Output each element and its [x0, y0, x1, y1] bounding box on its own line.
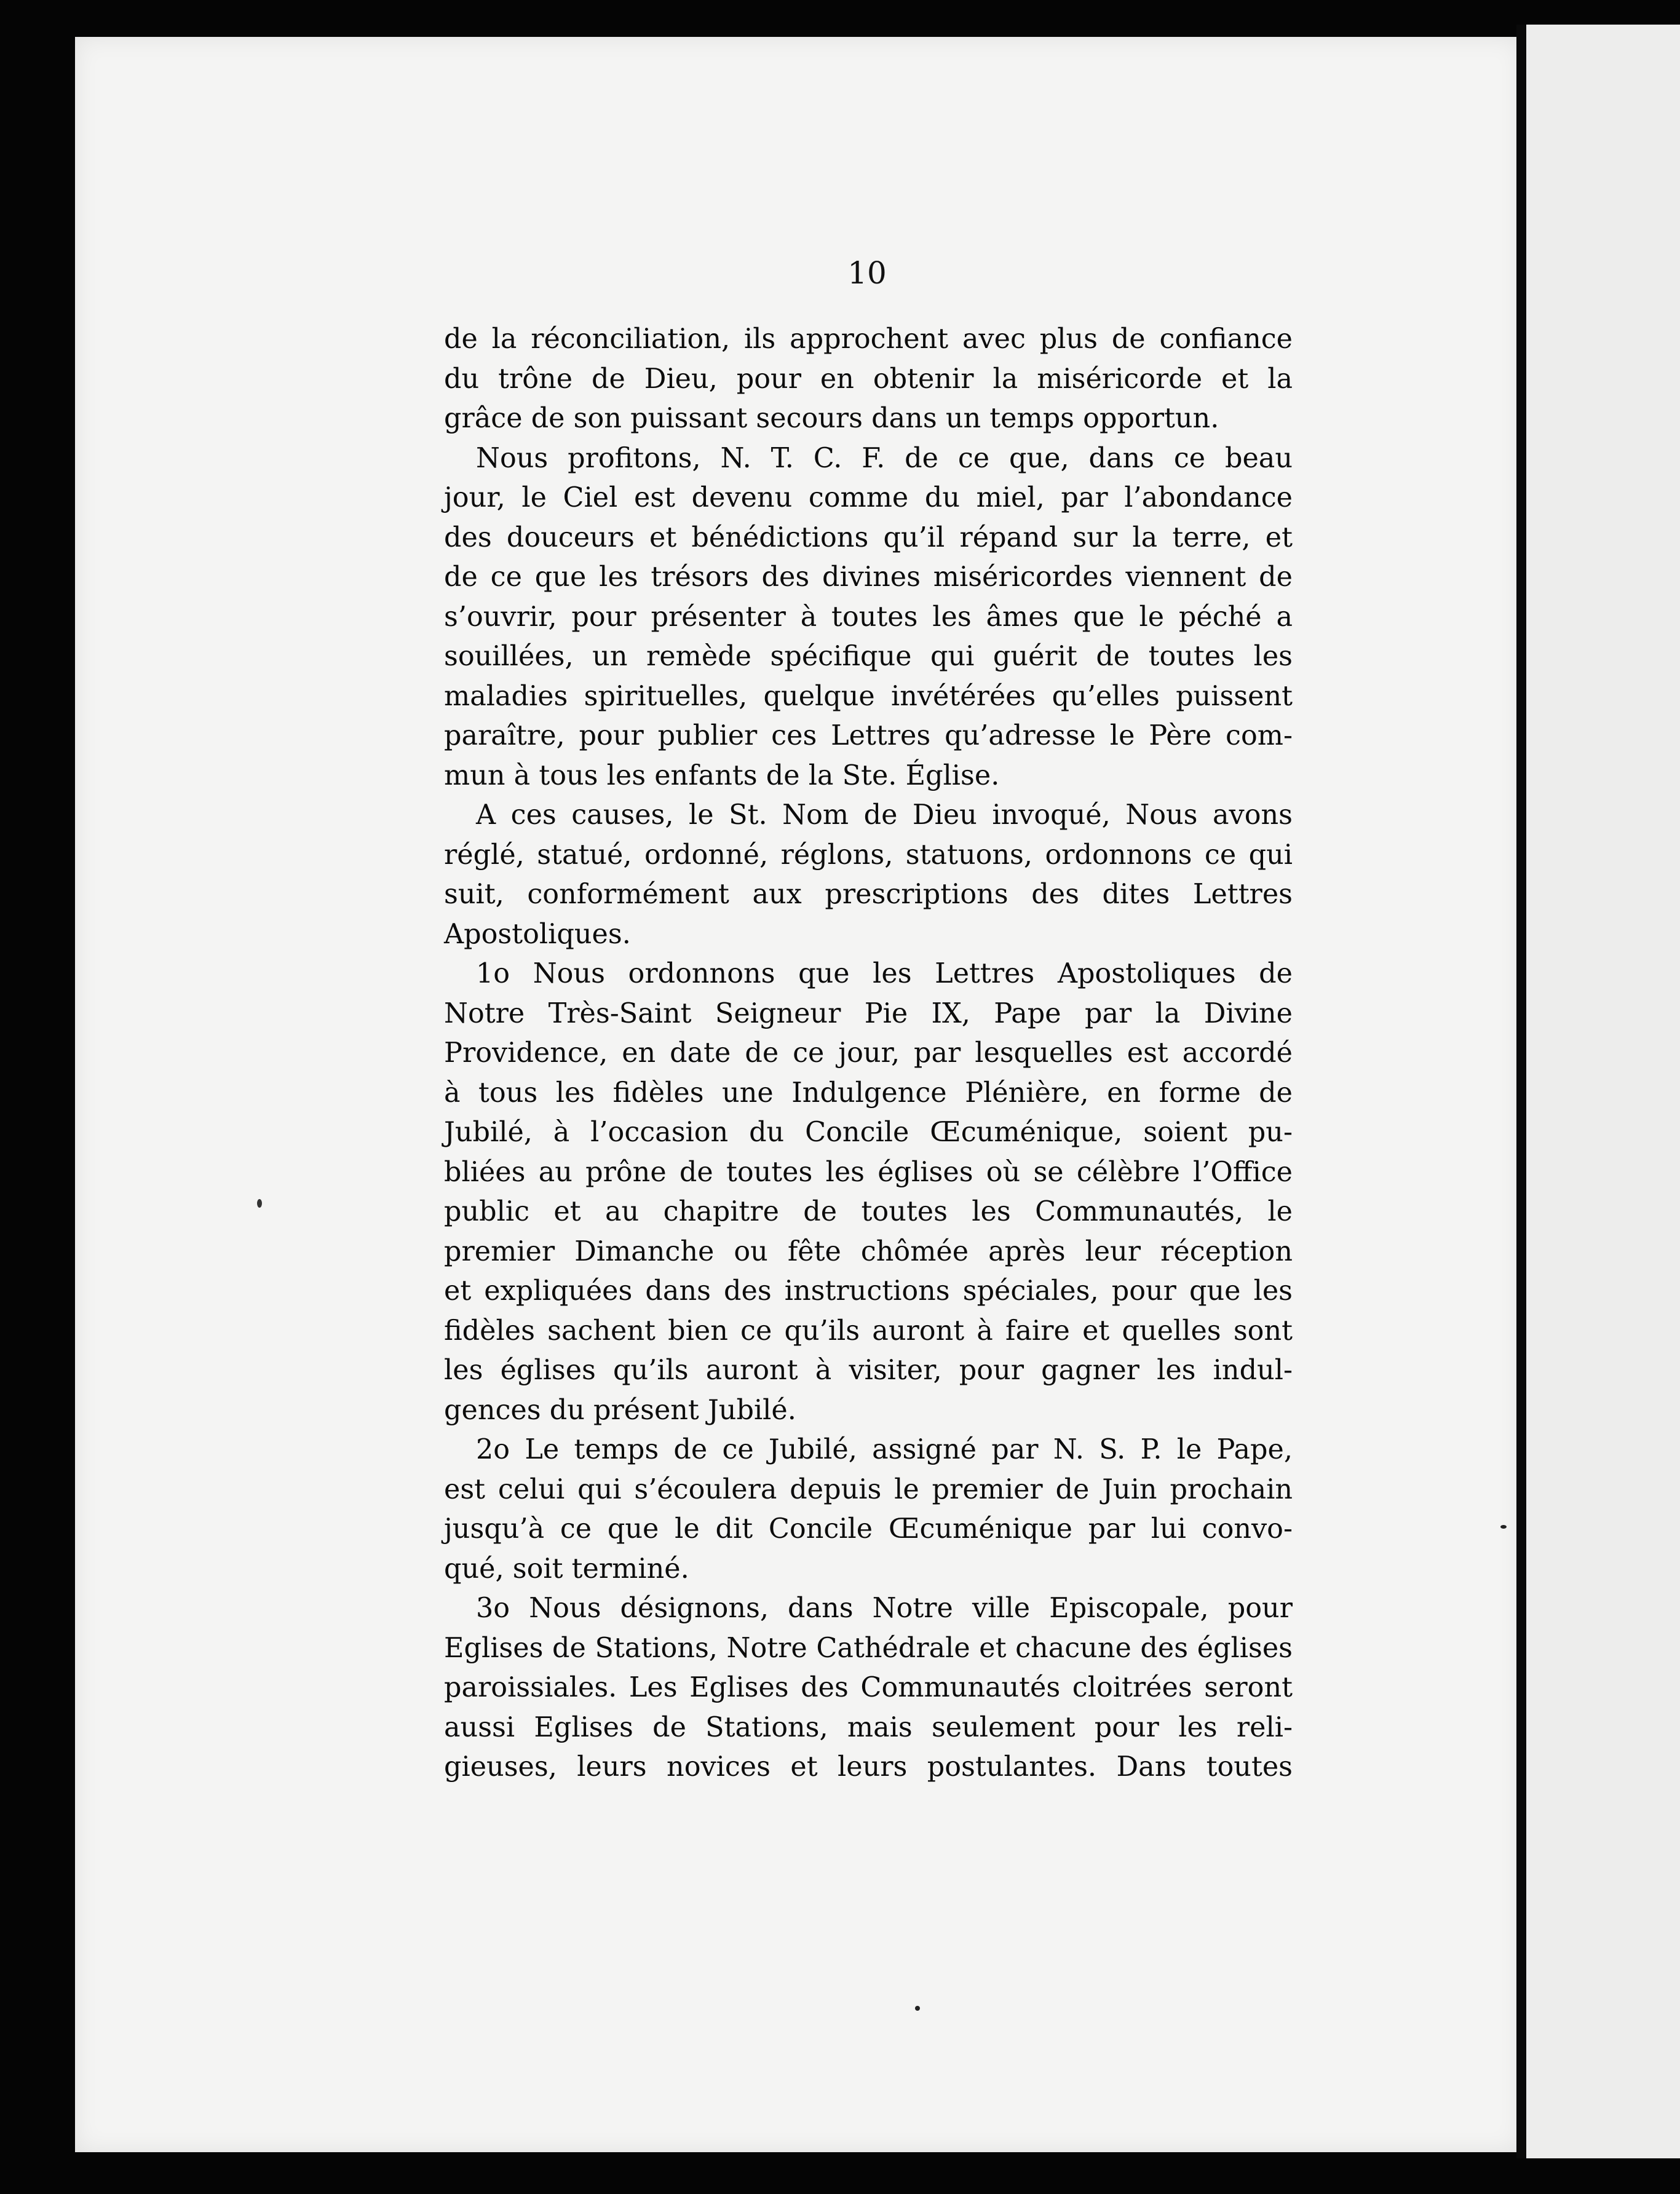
- text-line: réglé, statué, ordonné, réglons, statuons, ordonnons ce qui: [444, 839, 1293, 871]
- scan-speck: [1500, 1525, 1507, 1529]
- text-line: paroissiales. Les Eglises des Communautés cloitrées seront: [444, 1672, 1293, 1703]
- text-line: qué, soit terminé.: [444, 1553, 689, 1585]
- text-line: 1o Nous ordonnons que les Lettres Apostoliques de: [476, 958, 1293, 989]
- page-number: 10: [847, 255, 887, 291]
- text-line: à tous les fidèles une Indulgence Plénière, en forme de: [444, 1077, 1293, 1109]
- text-line: et expliquées dans des instructions spéciales, pour que les: [444, 1275, 1293, 1307]
- text-line: s’ouvrir, pour présenter à toutes les âmes que le péché a: [444, 601, 1293, 633]
- text-line: 2o Le temps de ce Jubilé, assigné par N. S. P. le Pape,: [476, 1434, 1293, 1465]
- text-line: de la réconciliation, ils approchent avec plus de confiance: [444, 323, 1293, 355]
- text-line: fidèles sachent bien ce qu’ils auront à faire et quelles sont: [444, 1315, 1293, 1347]
- text-line: Nous profitons, N. T. C. F. de ce que, dans ce beau: [476, 442, 1293, 474]
- text-line: maladies spirituelles, quelque invétérées qu’elles puissent: [444, 680, 1293, 712]
- text-line: bliées au prône de toutes les églises où se célèbre l’Office: [444, 1156, 1293, 1188]
- text-line: est celui qui s’écoulera depuis le premier de Juin prochain: [444, 1473, 1293, 1505]
- adjacent-page-strip: [1526, 25, 1680, 2158]
- scan-speck: [257, 1199, 262, 1208]
- text-line: gences du présent Jubilé.: [444, 1394, 796, 1426]
- text-line: A ces causes, le St. Nom de Dieu invoqué, Nous avons: [476, 799, 1293, 831]
- body-text: [444, 320, 1293, 1788]
- text-line: Jubilé, à l’occasion du Concile Œcuménique, soient pu-: [444, 1117, 1293, 1148]
- text-line: du trône de Dieu, pour en obtenir la miséricorde et la: [444, 363, 1293, 395]
- text-line: public et au chapitre de toutes les Communautés, le: [444, 1196, 1293, 1227]
- text-line: gieuses, leurs novices et leurs postulantes. Dans toutes: [444, 1751, 1293, 1783]
- text-line: jour, le Ciel est devenu comme du miel, par l’abondance: [444, 482, 1293, 513]
- page-gutter-edge: [1516, 25, 1526, 2158]
- text-line: paraître, pour publier ces Lettres qu’adresse le Père com-: [444, 720, 1293, 751]
- text-line: souillées, un remède spécifique qui guérit de toutes les: [444, 641, 1293, 672]
- text-line: jusqu’à ce que le dit Concile Œcuménique par lui convo-: [444, 1513, 1293, 1545]
- text-line: aussi Eglises de Stations, mais seulement pour les reli-: [444, 1711, 1293, 1743]
- text-line: les églises qu’ils auront à visiter, pour gagner les indul-: [444, 1355, 1293, 1386]
- text-line: Notre Très-Saint Seigneur Pie IX, Pape par la Divine: [444, 997, 1293, 1029]
- text-line: des douceurs et bénédictions qu’il répand sur la terre, et: [444, 521, 1293, 553]
- text-line: Apostoliques.: [444, 918, 631, 950]
- text-line: de ce que les trésors des divines miséricordes viennent de: [444, 561, 1293, 593]
- text-line: Eglises de Stations, Notre Cathédrale et chacune des églises: [444, 1632, 1293, 1664]
- text-line: Providence, en date de ce jour, par lesquelles est accordé: [444, 1037, 1293, 1069]
- text-line: premier Dimanche ou fête chômée après leur réception: [444, 1235, 1293, 1267]
- text-line: grâce de son puissant secours dans un temps opportun.: [444, 403, 1219, 434]
- text-line: 3o Nous désignons, dans Notre ville Episcopale, pour: [476, 1593, 1293, 1624]
- text-line: suit, conformément aux prescriptions des dites Lettres: [444, 879, 1293, 910]
- scan-speck: [915, 2006, 920, 2011]
- text-line: mun à tous les enfants de la Ste. Église.: [444, 759, 1000, 791]
